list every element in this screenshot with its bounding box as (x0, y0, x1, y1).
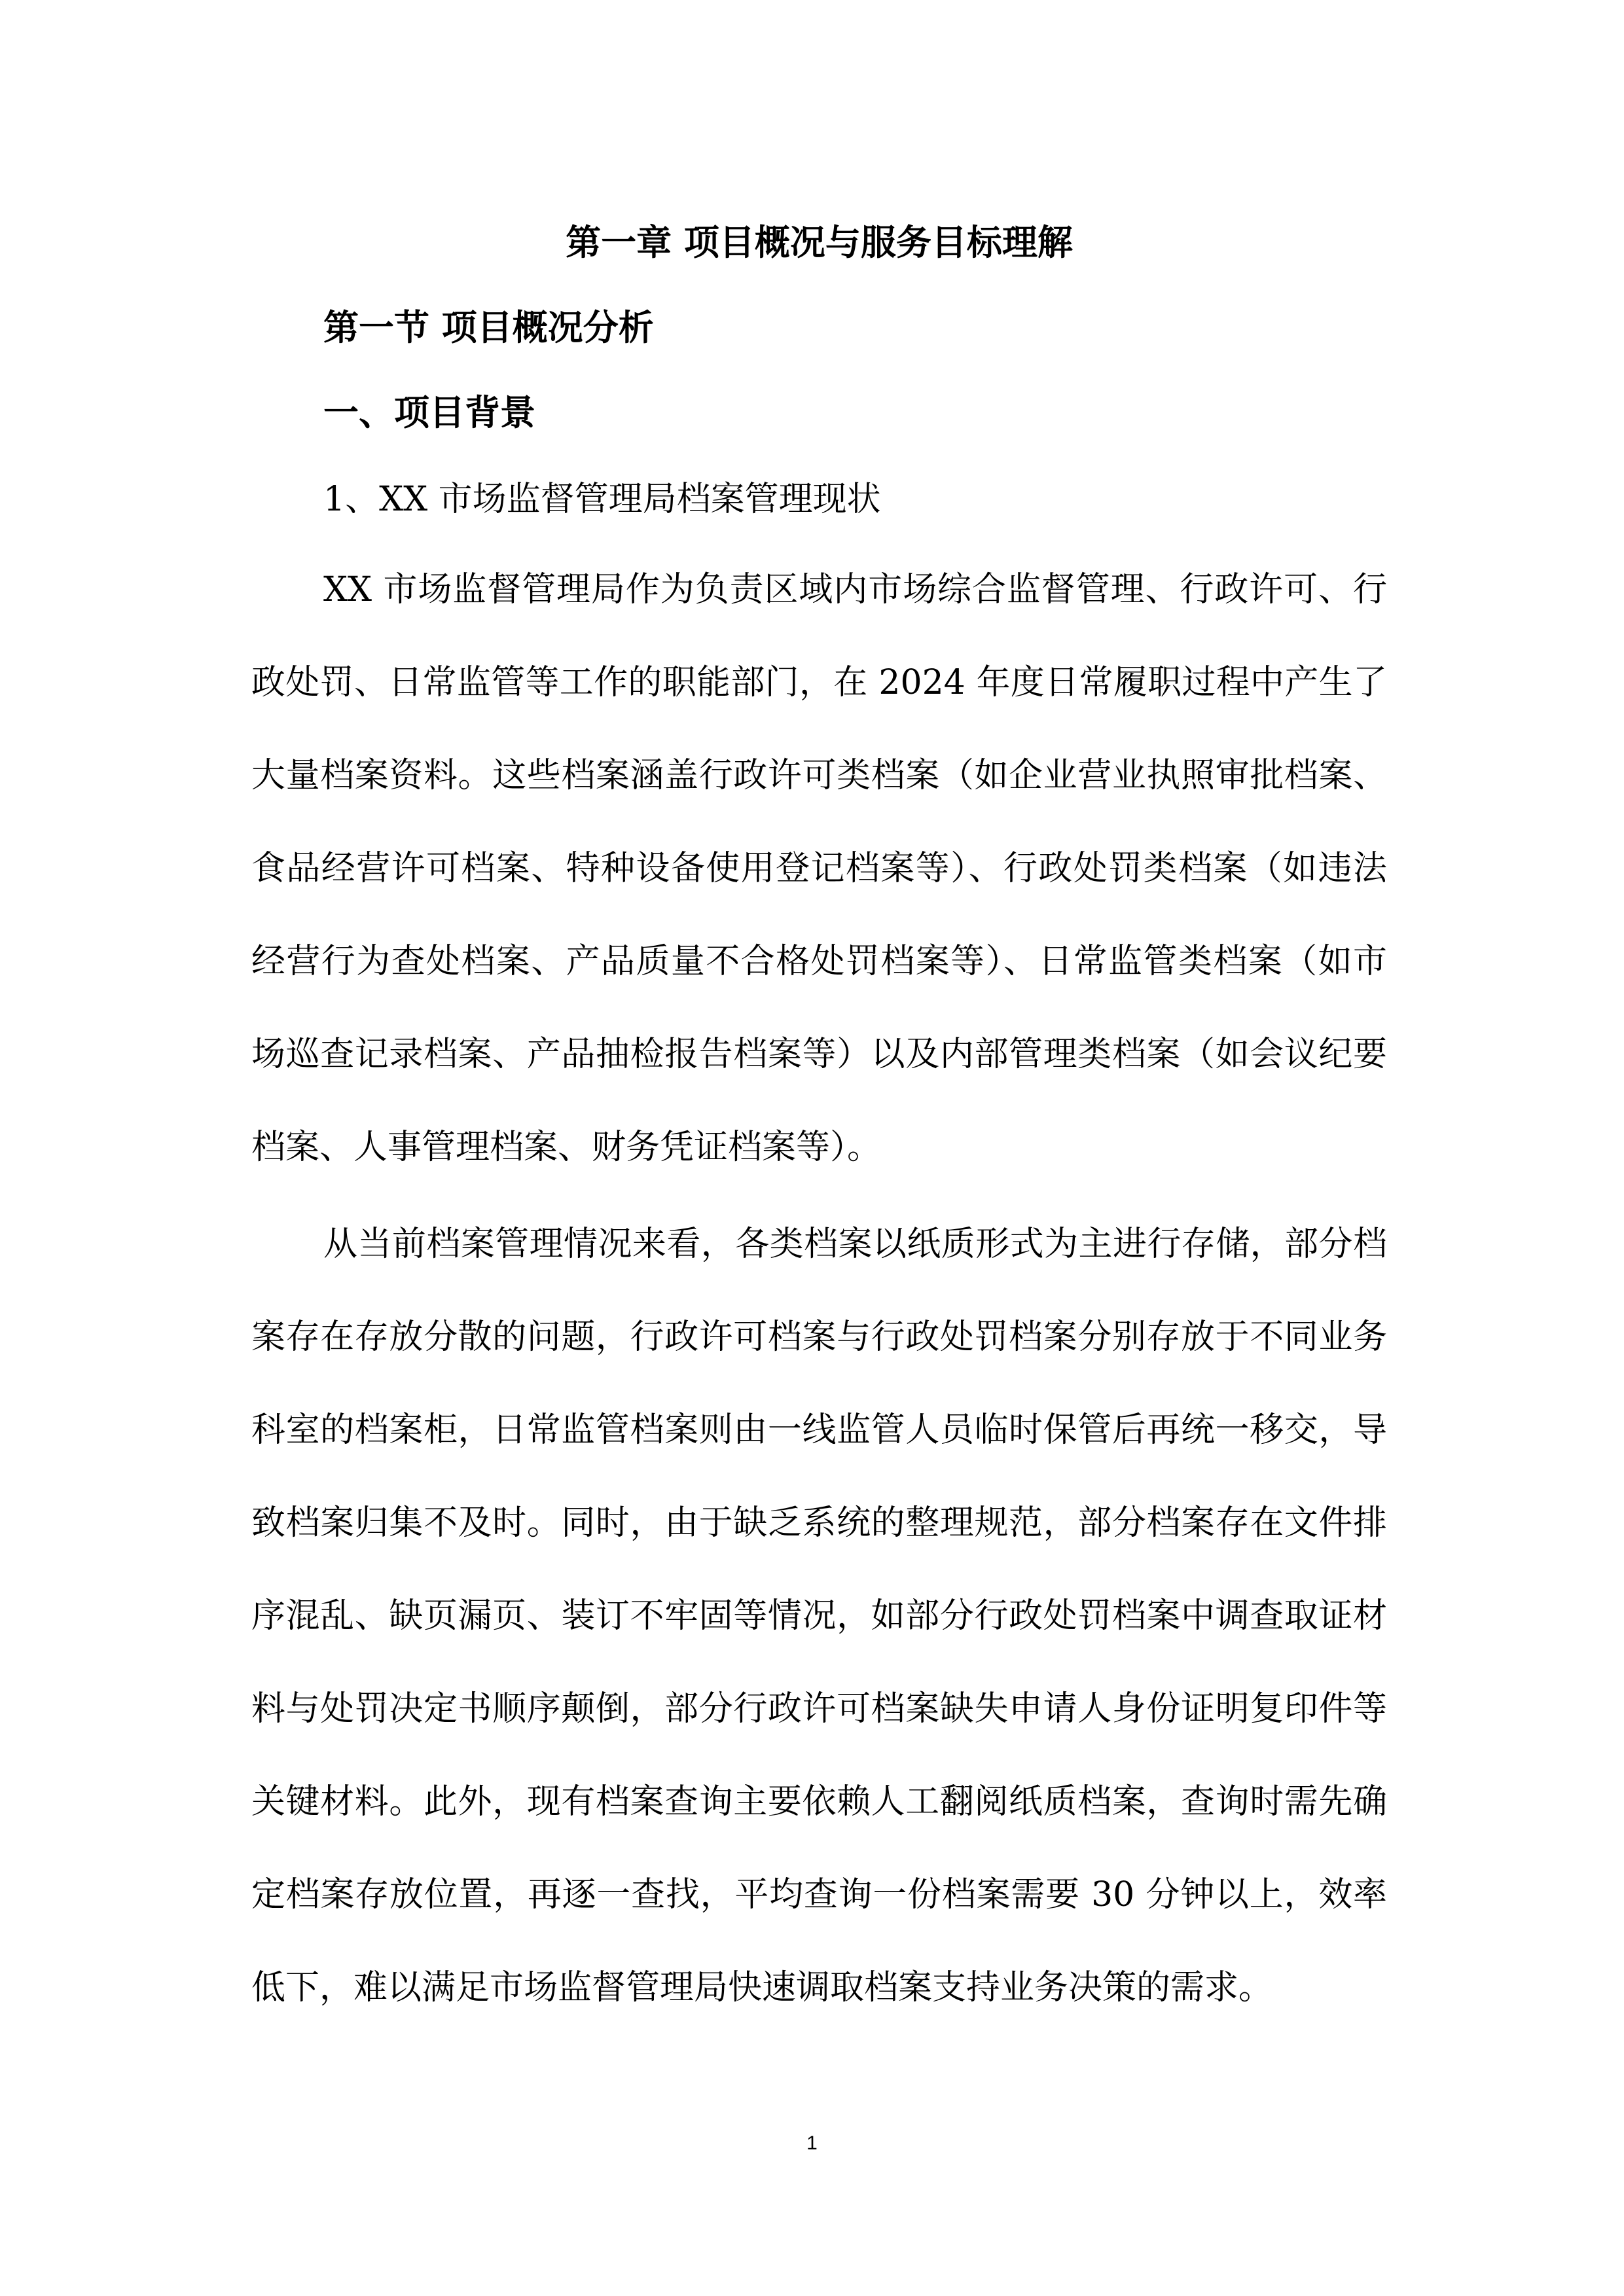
section-title: 第一节 项目概况分析 (323, 306, 654, 348)
item-title: 1、XX 市场监督管理局档案管理现状 (323, 480, 881, 519)
subsection-title: 一、项目背景 (323, 391, 535, 433)
paragraph-archive-overview: XX 市场监督管理局作为负责区域内市场综合监督管理、行政许可、行政处罚、日常监管等工作的职能部门，在 2024 年度日常履职过程中产生了大量档案资料。这些档案涵盖行政许可类档案（如企业营业执照审批档案、食品经营许可档案、特种设备使用登记档案等）、行政处罚类档案（如违法经营行为查处档案、产品质量不合格处罚档案等）、日常监管类档案（如市场巡查记录档案、产品抽检报告档案等）以及内部管理类档案（如会议纪要档案、人事管理档案、财务凭证档案等）。 (251, 570, 1387, 1167)
paragraph-archive-problems: 从当前档案管理情况来看，各类档案以纸质形式为主进行存储，部分档案存在存放分散的问题，行政许可档案与行政处罚档案分别存放于不同业务科室的档案柜，日常监管档案则由一线监管人员临时保管后再统一移交，导致档案归集不及时。同时，由于缺乏系统的整理规范，部分档案存在文件排序混乱、缺页漏页、装订不牢固等情况，如部分行政处罚档案中调查取证材料与处罚决定书顺序颠倒，部分行政许可档案缺失申请人身份证明复印件等关键材料。此外，现有档案查询主要依赖人工翻阅纸质档案，查询时需先确定档案存放位置，再逐一查找，平均查询一份档案需要 30 分钟以上，效率低下，难以满足市场监督管理局快速调取档案支持业务决策的需求。 (251, 1225, 1387, 2007)
page-number: 1 (806, 2132, 818, 2154)
chapter-title: 第一章 项目概况与服务目标理解 (566, 221, 1073, 263)
